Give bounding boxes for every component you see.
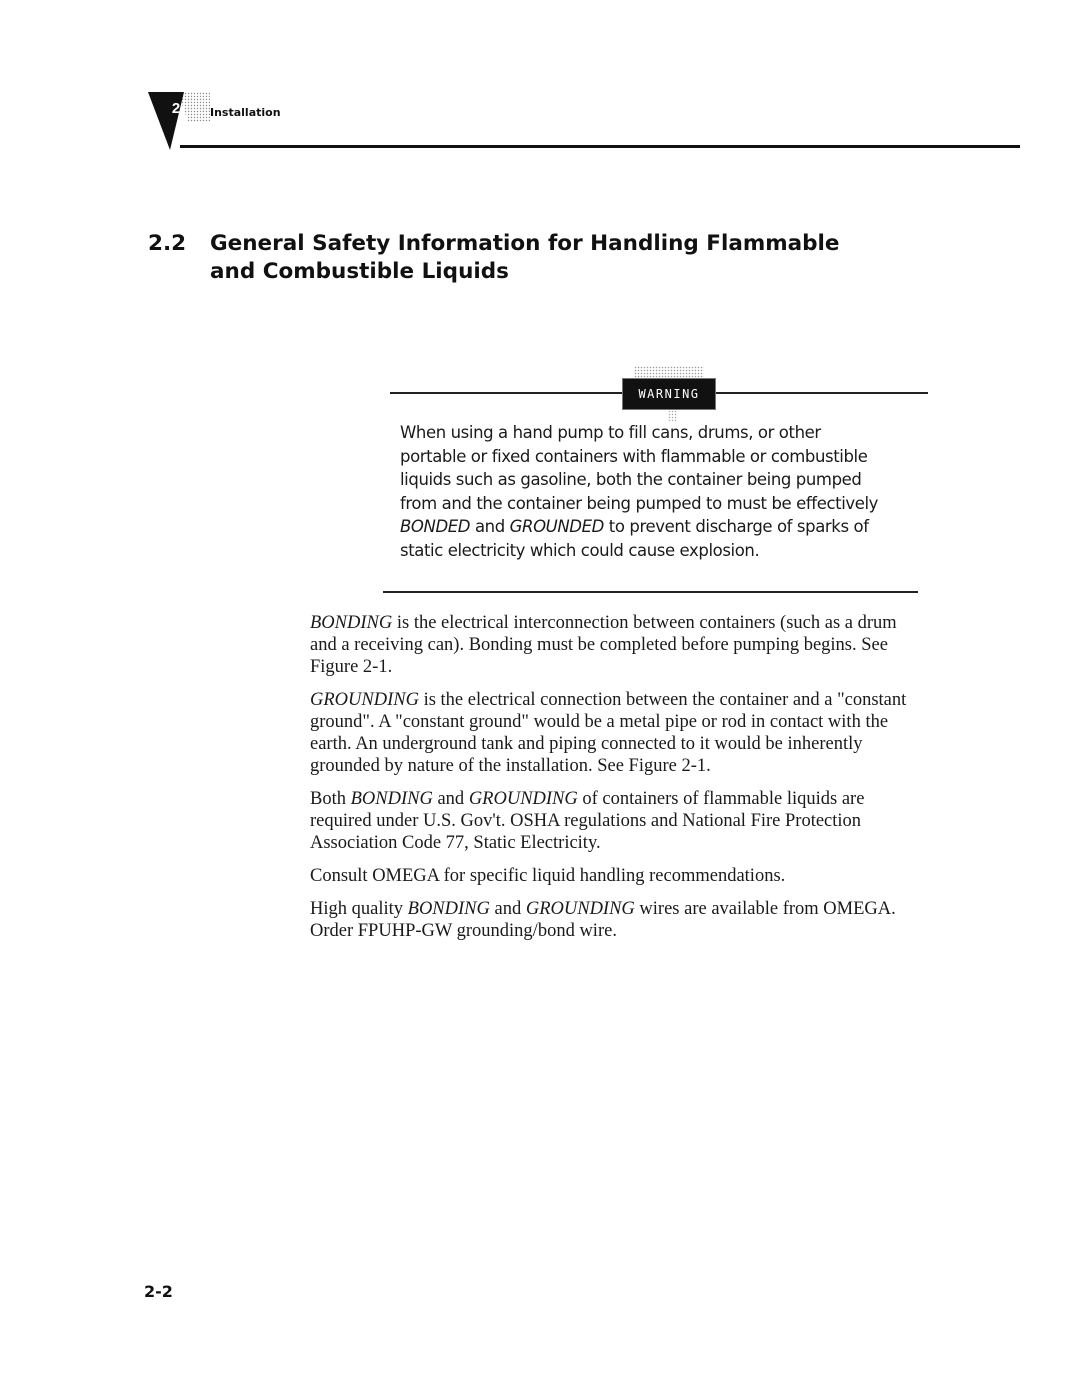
warning-line-6: static electricity which could cause explosion. [400,540,760,560]
warning-line-3: liquids such as gasoline, both the container being pumped [400,470,862,490]
page-header [148,92,1020,152]
page-number: 2-2 [144,1282,173,1301]
warning-text [400,421,920,563]
warning-rule-right [716,392,928,394]
warning-bottom-rule [383,591,918,593]
header-section-label: Installation [210,106,281,119]
warning-rule-left [390,392,622,394]
warning-line-5: BONDED and GROUNDED to prevent discharge of sparks of [400,517,869,537]
warning-dither-decoration [634,366,704,378]
paragraph-both: Both BONDING and GROUNDING of containers of flammable liquids are required under U.S. Gov't. OSHA regulations and National Fire Protection Association Code 77, Static Electricity. [310,789,865,853]
grounded-term: GROUNDED [509,517,604,537]
paragraph-bonding: BONDING is the electrical interconnection between containers (such as a drum and a receiving can). Bonding must be completed before pumping begins. See Figure 2-1. [310,613,897,677]
warning-line-4: from and the container being pumped to must be effectively [400,493,879,513]
header-rule [180,145,1020,148]
paragraph-wires: High quality BONDING and GROUNDING wires are available from OMEGA. Order FPUHP-GW grounding/bond wire. [310,899,896,941]
section-title-line2: and Combustible Liquids [210,259,509,284]
section-title [210,230,1010,286]
grounding-term: GROUNDING [310,690,419,710]
section-title-line1: General Safety Information for Handling Flammable [210,231,840,256]
section-number: 2.2 [148,231,187,256]
body-text [310,612,1022,953]
warning-badge-label: WARNING [638,387,700,401]
paragraph-consult: Consult OMEGA for specific liquid handling recommendations. [310,866,786,886]
warning-badge [622,378,716,410]
paragraph-grounding: GROUNDING is the electrical connection between the container and a "constant ground". A "constant ground" would be a metal pipe or rod in contact with the earth. An underground tank and piping connected to it would be inherently grounded by nature of the installation. See Figure 2-1. [310,690,907,776]
warning-line-1: When using a hand pump to fill cans, drums, or other [400,423,821,442]
chapter-number: 2 [171,100,181,117]
warning-line-2: portable or fixed containers with flammable or combustible [400,446,868,466]
bonded-term: BONDED [400,517,471,537]
bonding-term: BONDING [310,613,393,633]
